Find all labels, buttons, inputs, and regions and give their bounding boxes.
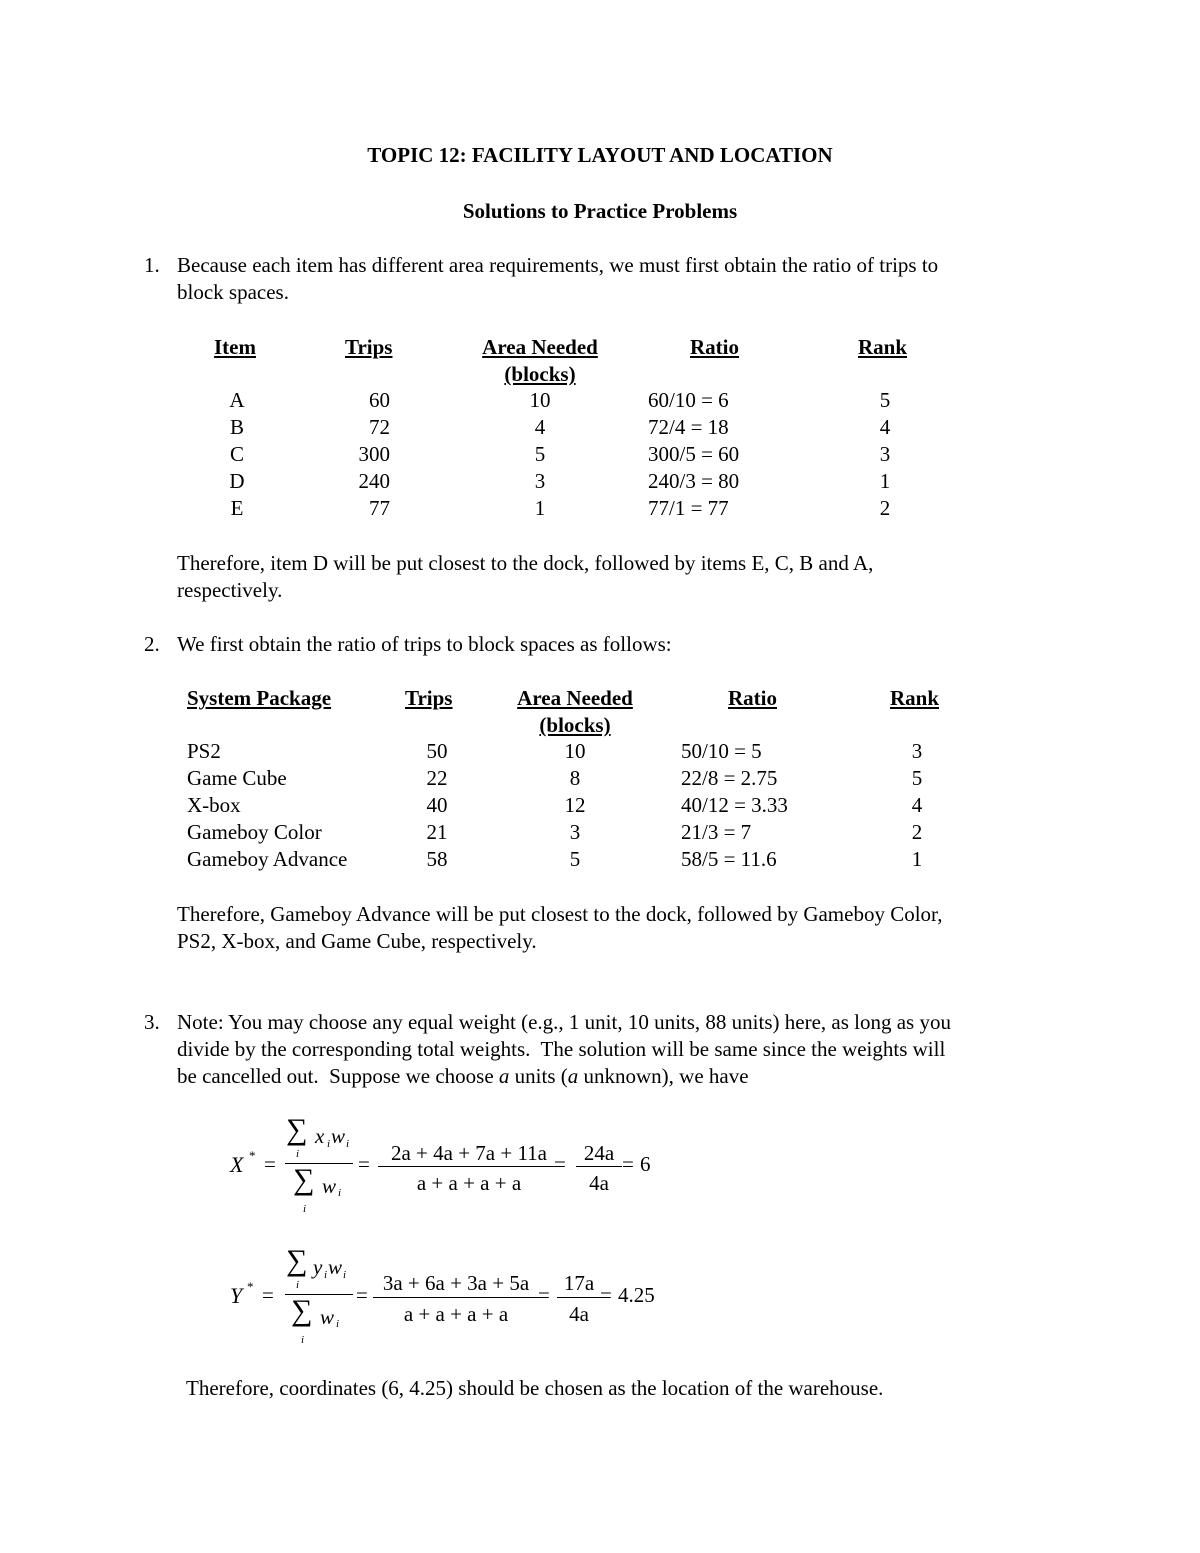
table2-package: Gameboy Color: [187, 820, 322, 844]
eq-x-num2: 2a + 4a + 7a + 11a: [390, 1141, 548, 1165]
table2-area: 10: [564, 739, 586, 763]
table2-ratio: 22/8 = 2.75: [681, 766, 778, 790]
eq-y-sigma-sub: i: [296, 1279, 300, 1291]
table1-area: 10: [529, 388, 551, 412]
problem-3-number: 3.: [144, 1010, 160, 1034]
table1-item: C: [229, 442, 244, 466]
table2-rank: 1: [911, 847, 923, 871]
eq-x-star: *: [249, 1148, 256, 1163]
table2-header-blocks: (blocks): [539, 713, 611, 737]
table2-header-area: Area Needed: [517, 686, 633, 710]
table1-ratio: 77/1 = 77: [648, 496, 729, 520]
table1-header-item: Item: [214, 335, 256, 359]
eq-x-den3: 4a: [589, 1171, 609, 1195]
table2-trips: 40: [426, 793, 448, 817]
eq-y-lhs: Y: [230, 1283, 243, 1308]
eq-y-equals1: =: [262, 1283, 274, 1307]
table1-header-trips: Trips: [345, 335, 393, 359]
problem-3-line3: [177, 1064, 749, 1089]
table2-ratio: 58/5 = 11.6: [681, 847, 777, 871]
eq-y-den-sub: i: [336, 1318, 340, 1330]
table2-header-package: System Package: [187, 686, 332, 710]
table2-area: 3: [569, 820, 581, 844]
sigma-icon: ∑: [293, 1163, 315, 1196]
table1-ratio: 300/5 = 60: [648, 442, 740, 466]
eq-x-den-sigma-sub: i: [303, 1203, 307, 1215]
problem-3-line3-a: be cancelled out. Suppose we choose: [177, 1064, 499, 1088]
eq-x-fraction-bar3: [576, 1166, 622, 1167]
eq-x-equals3: =: [554, 1152, 566, 1176]
page-subtitle: Solutions to Practice Problems: [462, 199, 738, 223]
problem-3-line3-c: unknown), we have: [578, 1064, 749, 1088]
sigma-icon: ∑: [291, 1294, 313, 1327]
table1-area: 3: [534, 469, 546, 493]
problem-1-conclusion-line1: Therefore, item D will be put closest to the dock, followed by items E, C, B and A,: [177, 551, 874, 575]
table1-rank: 3: [879, 442, 891, 466]
eq-y-den-sigma-sub: i: [301, 1334, 305, 1346]
problem-3-line3-b: units (: [509, 1064, 568, 1088]
table2-ratio: 50/10 = 5: [681, 739, 762, 763]
eq-x-den2: a + a + a + a: [416, 1171, 522, 1195]
table1-ratio: 72/4 = 18: [648, 415, 729, 439]
table2-trips: 58: [426, 847, 448, 871]
variable-a: a: [567, 1064, 579, 1088]
table2-header-trips: Trips: [405, 686, 453, 710]
eq-x-den-sub: i: [338, 1187, 342, 1199]
eq-y-result: 4.25: [618, 1283, 655, 1307]
table1-rank: 4: [879, 415, 891, 439]
table1-area: 1: [534, 496, 546, 520]
table2-package: Game Cube: [187, 766, 287, 790]
table2-package: Gameboy Advance: [187, 847, 348, 871]
table2-package: PS2: [187, 739, 221, 763]
problem-1-intro-line2: block spaces.: [177, 280, 289, 304]
problem-2-number: 2.: [144, 632, 160, 656]
table1-trips: 72: [369, 415, 390, 439]
table2-header-ratio: Ratio: [728, 686, 777, 710]
problem-1-number: 1.: [144, 253, 160, 277]
eq-x-equals1: =: [264, 1152, 276, 1176]
table2-header-rank: Rank: [890, 686, 940, 710]
problem-3-conclusion: Therefore, coordinates (6, 4.25) should be chosen as the location of the warehouse.: [186, 1376, 884, 1400]
problem-2-conclusion-line2: PS2, X-box, and Game Cube, respectively.: [177, 929, 537, 953]
table1-header-ratio: Ratio: [690, 335, 739, 359]
table2-area: 12: [564, 793, 586, 817]
eq-y-fraction-bar3: [557, 1297, 601, 1298]
sigma-icon: ∑: [286, 1244, 308, 1277]
table1-header-area: Area Needed: [482, 335, 598, 359]
table2-rank: 4: [911, 793, 923, 817]
table1-trips: 60: [369, 388, 390, 412]
table1-item: B: [229, 415, 244, 439]
variable-a: a: [498, 1064, 510, 1088]
eq-x-fraction-bar2: [378, 1166, 560, 1167]
sigma-icon: ∑: [286, 1113, 308, 1146]
problem-2-intro: We first obtain the ratio of trips to block spaces as follows:: [177, 632, 672, 656]
table1-rank: 2: [879, 496, 891, 520]
table2-rank: 5: [911, 766, 923, 790]
eq-y-num-w: w: [328, 1255, 343, 1279]
eq-y-star: *: [247, 1279, 254, 1294]
eq-x-num-var: x: [315, 1124, 325, 1148]
eq-x-num-sub1: i: [327, 1138, 331, 1150]
problem-1-intro-line1: Because each item has different area requirements, we must first obtain the ratio of trips to: [177, 253, 939, 277]
table1-item: D: [229, 469, 245, 493]
table1-area: 5: [534, 442, 546, 466]
eq-y-fraction-bar2: [373, 1297, 539, 1298]
eq-y-equals2: =: [356, 1283, 368, 1307]
eq-x-equals2: =: [358, 1152, 370, 1176]
table2-rank: 3: [911, 739, 923, 763]
problem-1-conclusion-line2: respectively.: [177, 578, 283, 602]
table2-trips: 50: [426, 739, 448, 763]
eq-y-den-w: w: [320, 1305, 335, 1329]
eq-y-num-var: y: [313, 1255, 323, 1279]
eq-x-num-w: w: [331, 1124, 346, 1148]
table1-rank: 1: [879, 469, 891, 493]
table2-area: 8: [569, 766, 581, 790]
eq-y-equals4: =: [600, 1283, 612, 1307]
eq-y-den2: a + a + a + a: [403, 1302, 509, 1326]
table1-trips: 300: [358, 442, 390, 466]
table1-item: E: [230, 496, 244, 520]
table2-trips: 22: [426, 766, 448, 790]
table1-item: A: [229, 388, 245, 412]
eq-x-sigma-sub: i: [296, 1148, 300, 1160]
eq-x-equals4: =: [622, 1152, 634, 1176]
table2-trips: 21: [426, 820, 448, 844]
table1-trips: 240: [358, 469, 390, 493]
eq-x-result: 6: [640, 1152, 651, 1176]
table1-ratio: 240/3 = 80: [648, 469, 740, 493]
table1-area: 4: [534, 415, 546, 439]
eq-y-num-sub2: i: [343, 1269, 347, 1281]
table2-package: X-box: [187, 793, 241, 817]
table1-rank: 5: [879, 388, 891, 412]
table1-trips: 77: [369, 496, 390, 520]
eq-y-equals3: =: [538, 1283, 550, 1307]
table2-area: 5: [569, 847, 581, 871]
eq-y-num3: 17a: [563, 1271, 595, 1295]
problem-2-conclusion-line1: Therefore, Gameboy Advance will be put closest to the dock, followed by Gameboy Color,: [177, 902, 943, 926]
table1-header-rank: Rank: [858, 335, 908, 359]
table1-ratio: 60/10 = 6: [648, 388, 729, 412]
problem-3-line2: divide by the corresponding total weights. The solution will be same since the weights will: [177, 1037, 946, 1061]
eq-y-num-sub1: i: [324, 1269, 328, 1281]
page-title: TOPIC 12: FACILITY LAYOUT AND LOCATION: [367, 143, 833, 167]
eq-x-den-w: w: [322, 1174, 337, 1198]
eq-x-num-sub2: i: [346, 1138, 350, 1150]
table2-ratio: 40/12 = 3.33: [681, 793, 788, 817]
problem-3-line1: Note: You may choose any equal weight (e.g., 1 unit, 10 units, 88 units) here, as long as you: [177, 1010, 951, 1034]
table2-rank: 2: [911, 820, 923, 844]
table1-header-blocks: (blocks): [504, 362, 576, 386]
table2-ratio: 21/3 = 7: [681, 820, 752, 844]
eq-x-num3: 24a: [583, 1141, 615, 1165]
eq-y-den3: 4a: [569, 1302, 589, 1326]
eq-y-num2: 3a + 6a + 3a + 5a: [382, 1271, 530, 1295]
eq-x-lhs: X: [230, 1152, 244, 1177]
